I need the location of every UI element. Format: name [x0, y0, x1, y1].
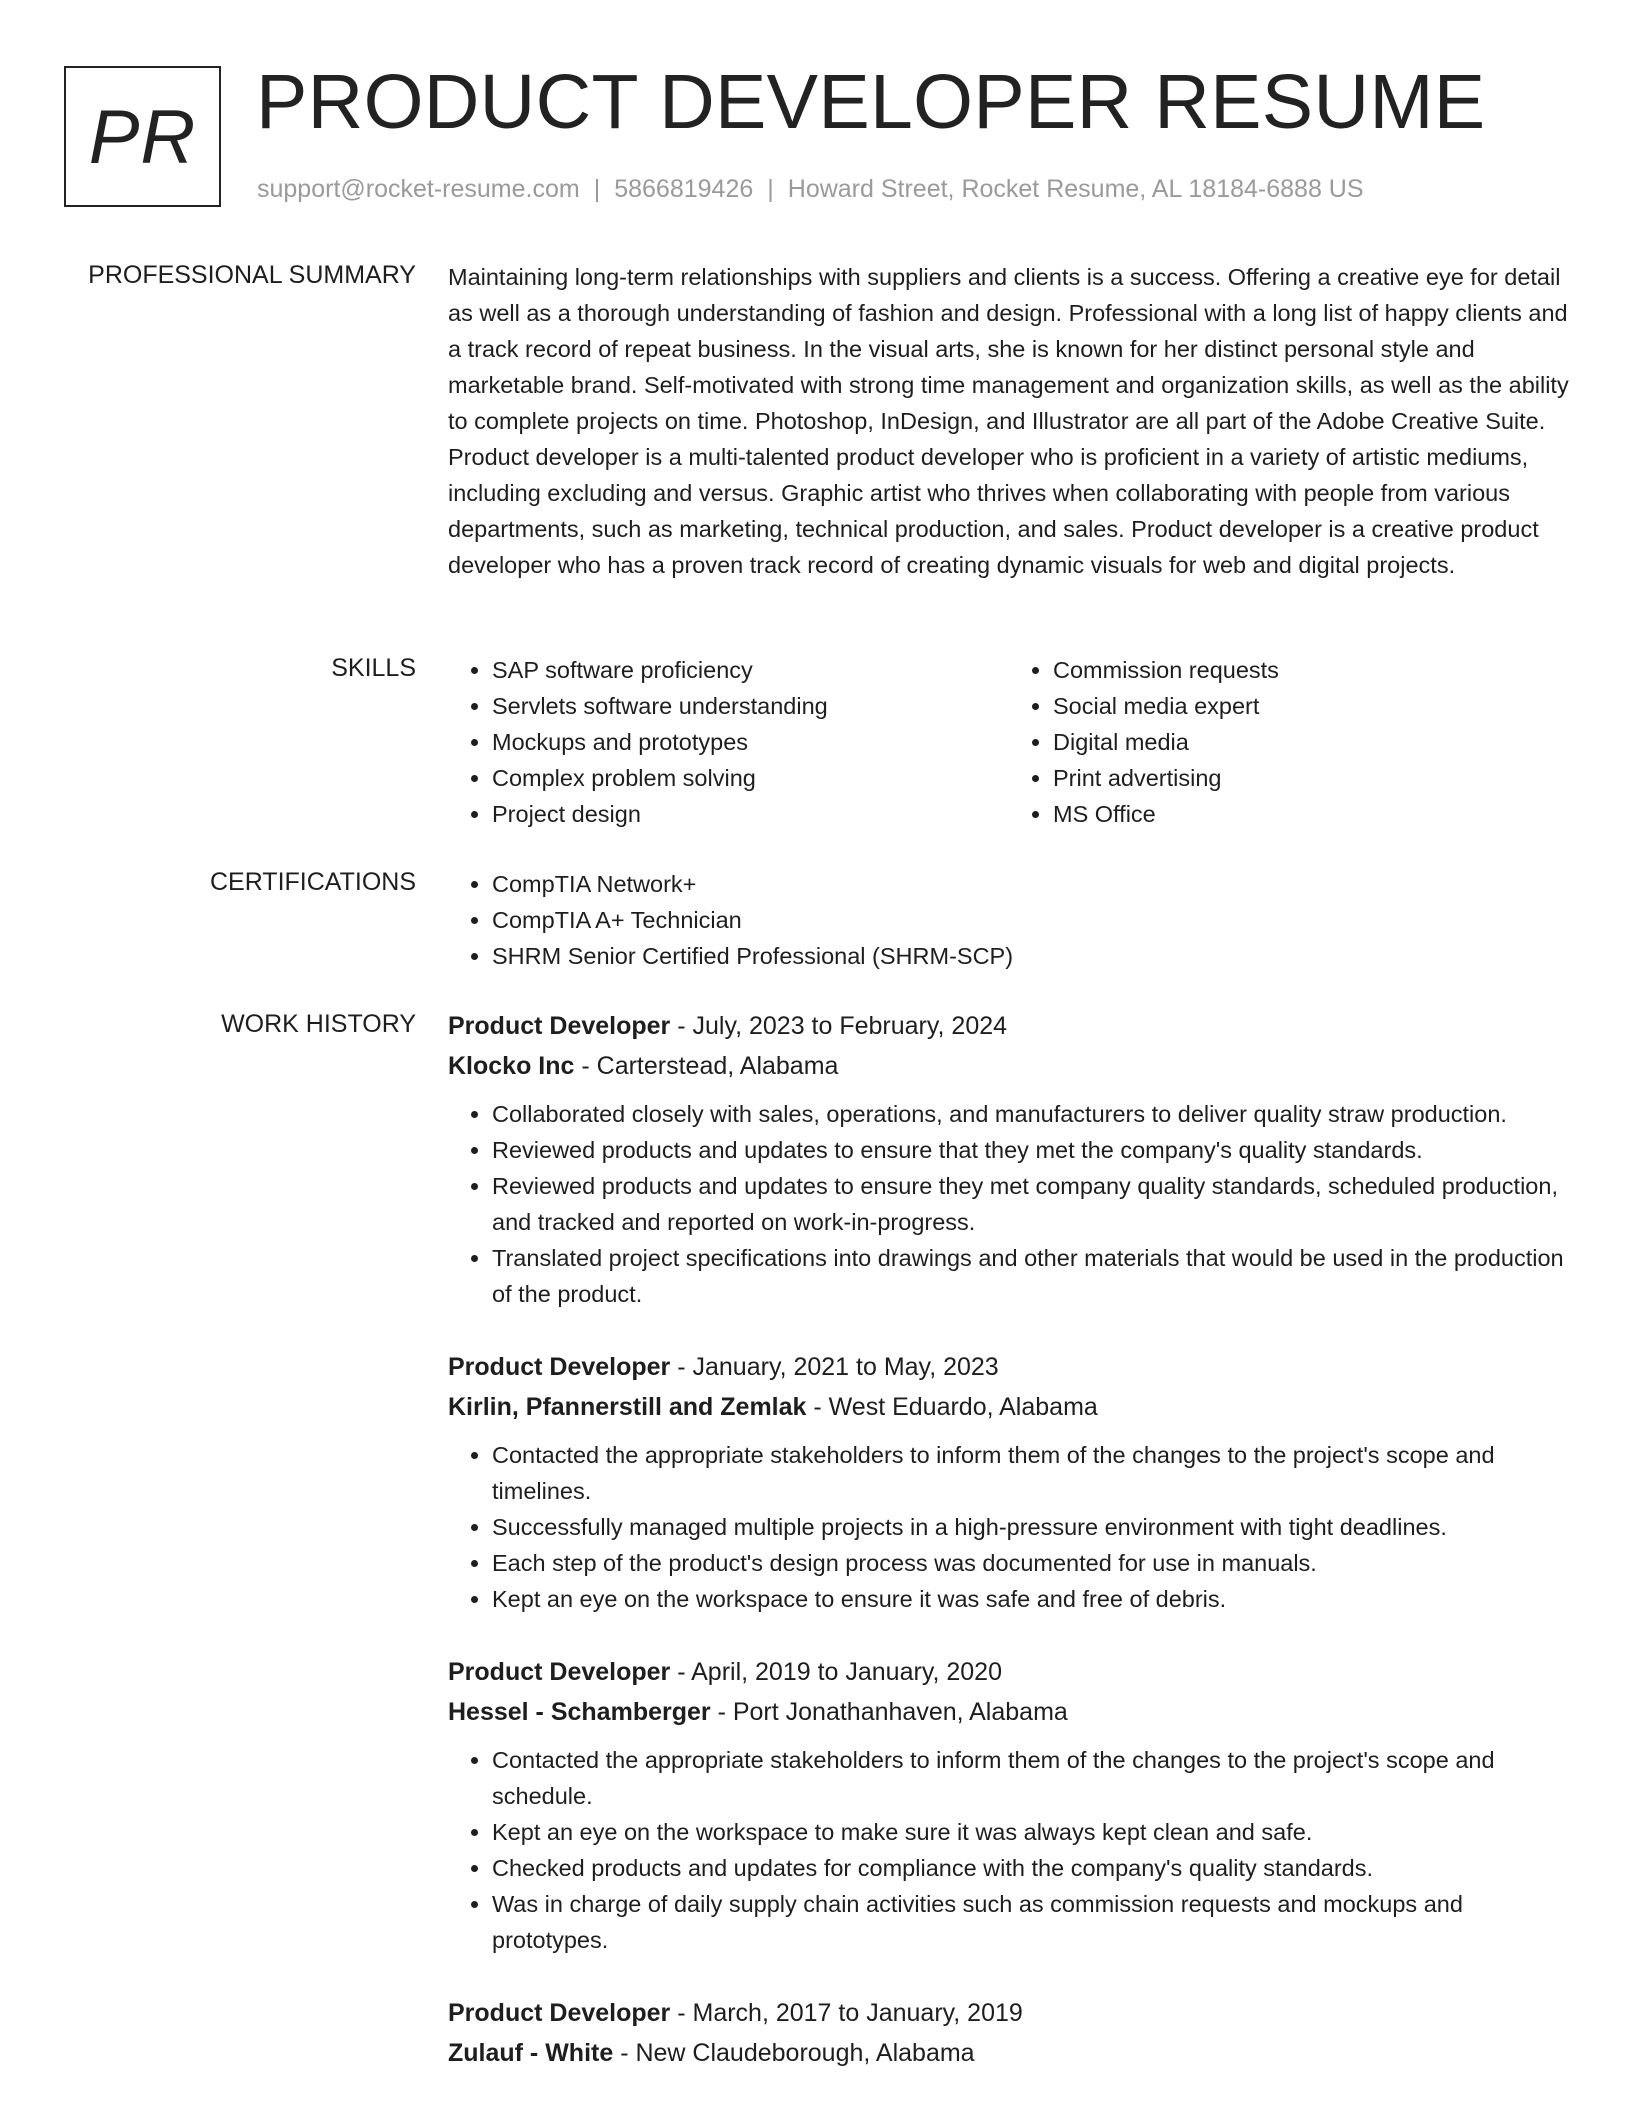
job-entry	[448, 1993, 1570, 2073]
job-company: Kirlin, Pfannerstill and Zemlak	[448, 1393, 807, 1421]
job-company: Hessel - Schamberger	[448, 1698, 711, 1726]
job-company-line	[448, 1046, 1570, 1086]
section-label-certifications: CERTIFICATIONS	[209, 868, 416, 896]
contact-phone: 5866819426	[614, 175, 754, 203]
job-bullet: • Translated project specifications into drawings and other materials that would be used in the production of the product.	[492, 1240, 1570, 1312]
job-bullet: • Kept an eye on the workspace to ensure it was safe and free of debris.	[492, 1581, 1570, 1617]
job-bullet: • Contacted the appropriate stakeholders to inform them of the changes to the project's scope and timelines.	[492, 1437, 1570, 1509]
job-role: Product Developer	[448, 1999, 671, 2027]
job-location: - Carterstead, Alabama	[574, 1052, 839, 1080]
section-label-skills: SKILLS	[331, 654, 416, 682]
contact-email: support@rocket-resume.com	[257, 175, 580, 203]
skill-item: • Social media expert	[1053, 688, 1570, 724]
job-company: Klocko Inc	[448, 1052, 575, 1080]
skill-item: • Print advertising	[1053, 760, 1570, 796]
job-bullet: • Contacted the appropriate stakeholders to inform them of the changes to the project's scope and schedule.	[492, 1742, 1570, 1814]
job-bullet: • Was in charge of daily supply chain activities such as commission requests and mockups and prototypes.	[492, 1886, 1570, 1958]
job-bullet: • Collaborated closely with sales, operations, and manufacturers to deliver quality straw production.	[492, 1096, 1570, 1132]
contact-address: Howard Street, Rocket Resume, AL 18184-6888 US	[787, 175, 1364, 203]
job-bullet: • Each step of the product's design process was documented for use in manuals.	[492, 1545, 1570, 1581]
skills-columns	[448, 652, 1570, 832]
skill-item: • Complex problem solving	[492, 760, 1009, 796]
section-label-work-history: WORK HISTORY	[221, 1010, 416, 1038]
section-body-certifications	[448, 866, 1570, 974]
job-location: - West Eduardo, Alabama	[806, 1393, 1098, 1421]
skills-list-right	[1009, 652, 1570, 832]
job-company-line	[448, 1692, 1570, 1732]
certification-item: • CompTIA A+ Technician	[492, 902, 1570, 938]
job-role: Product Developer	[448, 1012, 671, 1040]
job-company-line	[448, 1387, 1570, 1427]
section-body-work-history	[448, 1006, 1570, 2108]
job-bullets	[448, 1096, 1570, 1312]
job-title-line	[448, 1347, 1570, 1387]
job-title-line	[448, 1006, 1570, 1046]
resume-title: PRODUCT DEVELOPER RESUME	[256, 59, 1486, 145]
section-label-summary: PROFESSIONAL SUMMARY	[88, 261, 416, 289]
job-bullet: • Checked products and updates for compliance with the company's quality standards.	[492, 1850, 1570, 1886]
job-entry	[448, 1652, 1570, 1958]
skill-item: • Servlets software understanding	[492, 688, 1009, 724]
job-entry	[448, 1347, 1570, 1617]
monogram-badge	[64, 66, 221, 207]
job-entry	[448, 1006, 1570, 1312]
job-dates: - January, 2021 to May, 2023	[670, 1353, 999, 1381]
job-role: Product Developer	[448, 1353, 671, 1381]
summary-text: Maintaining long-term relationships with suppliers and clients is a success. Offering a creative eye for detail as well as a thorough understanding of fashion and design. Professional with a long list of happy clients and a track record of repeat business. In the visual arts, she is known for her distinct personal style and marketable brand. Self-motivated with strong time management and organization skills, as well as the ability to complete projects on time. Photoshop, InDesign, and Illustrator are all part of the Adobe Creative Suite. Product developer is a multi-talented product developer who is proficient in a variety of artistic mediums, including excluding and versus. Graphic artist who thrives when collaborating with people from various departments, such as marketing, technical production, and sales. Product developer is a creative product developer who has a proven track record of creating dynamic visuals for web and digital projects.	[448, 264, 1569, 578]
certification-item: • SHRM Senior Certified Professional (SHRM-SCP)	[492, 938, 1570, 974]
contact-separator: |	[593, 175, 601, 203]
job-dates: - July, 2023 to February, 2024	[670, 1012, 1008, 1040]
job-bullet: • Successfully managed multiple projects in a high-pressure environment with tight deadlines.	[492, 1509, 1570, 1545]
certification-item: • CompTIA Network+	[492, 866, 1570, 902]
job-dates: - March, 2017 to January, 2019	[670, 1999, 1023, 2027]
job-title-line	[448, 1652, 1570, 1692]
skills-list-left	[448, 652, 1009, 832]
section-body-summary	[448, 259, 1570, 583]
job-role: Product Developer	[448, 1658, 671, 1686]
contact-line	[257, 174, 1364, 204]
contact-separator: |	[767, 175, 774, 203]
job-bullets	[448, 1437, 1570, 1617]
skill-item: • Digital media	[1053, 724, 1570, 760]
job-dates: - April, 2019 to January, 2020	[670, 1658, 1002, 1686]
job-company: Zulauf - White	[448, 2039, 614, 2067]
job-bullets	[448, 1742, 1570, 1958]
job-bullet: • Reviewed products and updates to ensure that they met the company's quality standards.	[492, 1132, 1570, 1168]
skill-item: • Commission requests	[1053, 652, 1570, 688]
job-bullet: • Kept an eye on the workspace to make sure it was always kept clean and safe.	[492, 1814, 1570, 1850]
job-bullet: • Reviewed products and updates to ensure they met company quality standards, scheduled production, and tracked and reported on work-in-progress.	[492, 1168, 1570, 1240]
skill-item: • Mockups and prototypes	[492, 724, 1009, 760]
job-location: - Port Jonathanhaven, Alabama	[710, 1698, 1068, 1726]
monogram-initials: PR	[88, 95, 197, 180]
job-location: - New Claudeborough, Alabama	[613, 2039, 975, 2067]
skill-item: • MS Office	[1053, 796, 1570, 832]
skill-item: • SAP software proficiency	[492, 652, 1009, 688]
job-company-line	[448, 2033, 1570, 2073]
job-title-line	[448, 1993, 1570, 2033]
certifications-list	[448, 866, 1570, 974]
skill-item: • Project design	[492, 796, 1009, 832]
